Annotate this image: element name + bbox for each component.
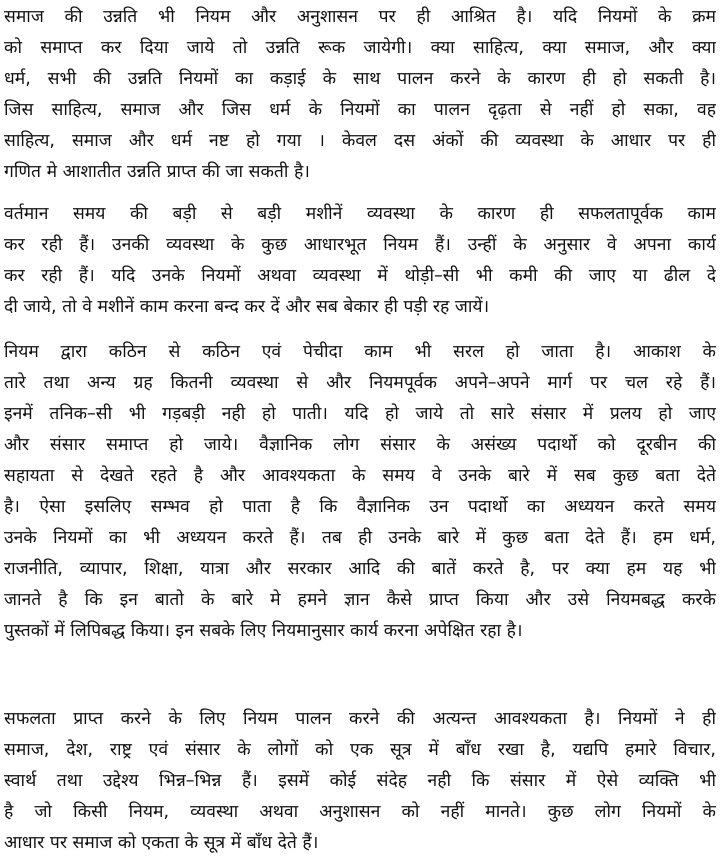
text-line: साहित्य, समाज और धर्म नष्ट हो गया । केवल दस अंकों की व्यवस्था के आधार पर ही: [4, 131, 716, 151]
text-line: उनके नियमों का भी अध्ययन करते हैं। तब ही उनके बारे में कुछ बता देते हैं। हम धर्म,: [4, 528, 716, 548]
paragraph-machines: [4, 199, 716, 323]
text-line: वर्तमान समय की बड़ी से बड़ी मशीनें व्यवस्था के कारण ही सफलतापूर्वक काम: [4, 204, 716, 224]
text-line: धर्म, सभी की उन्नति नियमों का कड़ाई के साथ पालन करने के कारण ही हो सकती है।: [4, 69, 716, 89]
text-line: जिस साहित्य, समाज और जिस धर्म के नियमों का पालन दृढ़ता से नहीं हो सका, वह: [4, 100, 716, 120]
paragraph-society-progress: [4, 2, 716, 188]
text-line: समाज, देश, राष्ट्र एवं संसार के लोगों को एक सूत्र में बाँध रखा है, यद्यपि हमारे विचार,: [4, 740, 716, 760]
text-line: कर रही हैं। उनकी व्यवस्था के कुछ आधारभूत नियम हैं। उन्हीं के अनुसार वे अपना कार्य: [4, 235, 716, 255]
text-line: तारे तथा अन्य ग्रह कितनी व्यवस्था से और नियमपूर्वक अपने–अपने मार्ग पर चल रहे हैं।: [4, 373, 716, 393]
text-line: है। ऐसा इसलिए सम्भव हो पाता है कि वैज्ञानिक उन पदार्थो का अध्ययन करते समय: [4, 497, 716, 517]
text-line: इनमें तनिक–सी भी गड़बड़ी नही हो पाती। यदि हो जाये तो सारे संसार में प्रलय हो जाए: [4, 404, 716, 424]
paragraph-rules-science: [4, 337, 716, 647]
text-line: और संसार समाप्त हो जाये। वैज्ञानिक लोग संसार के असंख्य पदार्थो को दूरबीन की: [4, 435, 716, 455]
text-line: नियम द्वारा कठिन से कठिन एवं पेचीदा काम भी सरल हो जाता है। आकाश के: [4, 342, 716, 362]
text-line: समाज की उन्नति भी नियम और अनुशासन पर ही आश्रित है। यदि नियमों के क्रम: [4, 7, 716, 27]
text-line: स्वार्थ तथा उद्देश्य भिन्न–भिन्न हैं। इसमें कोई संदेह नही कि संसार में ऐसे व्यक्ति भी: [4, 771, 716, 791]
text-line: है जो किसी नियम, व्यवस्था अथवा अनुशासन को नहीं मानते। कुछ लोग नियमों के: [4, 802, 716, 822]
text-line: सहायता से देखते रहते है और आवश्यकता के समय वे उनके बारे में सब कुछ बता देते: [4, 466, 716, 486]
text-line: राजनीति, व्यापार, शिक्षा, यात्रा और सरकार आदि की बातें करते है, पर क्या हम यह भी: [4, 559, 716, 579]
text-line: दी जाये, तो वे मशीनें काम करना बन्द कर दें और सब बेकार ही पड़ी रह जायें।: [4, 297, 490, 317]
text-line: पुस्तकों में लिपिबद्ध किया। इन सबके लिए नियमानुसार कार्य करना अपेक्षित रहा है।: [4, 621, 523, 641]
text-line: गणित मे आशातीत उन्नति प्राप्त की जा सकती है।: [4, 162, 310, 182]
text-line: आधार पर समाज को एकता के सूत्र में बाँध देते हैं।: [4, 833, 319, 853]
text-line: कर रही हैं। यदि उनके नियमों अथवा व्यवस्था में थोड़ी–सी भी कमी की जाए या ढील दे: [4, 266, 716, 286]
text-line: सफलता प्राप्त करने के लिए नियम पालन करने की अत्यन्त आवश्यकता है। नियमों ने ही: [4, 709, 716, 729]
paragraph-success: [4, 704, 716, 859]
text-line: को समाप्त कर दिया जाये तो उन्नति रूक जायेगी। क्या साहित्य, क्या समाज, और क्या: [4, 38, 716, 58]
text-line: जानते है कि इन बातो के बारे मे हमने ज्ञान कैसे प्राप्त किया और उसे नियमबद्ध करके: [4, 590, 716, 610]
